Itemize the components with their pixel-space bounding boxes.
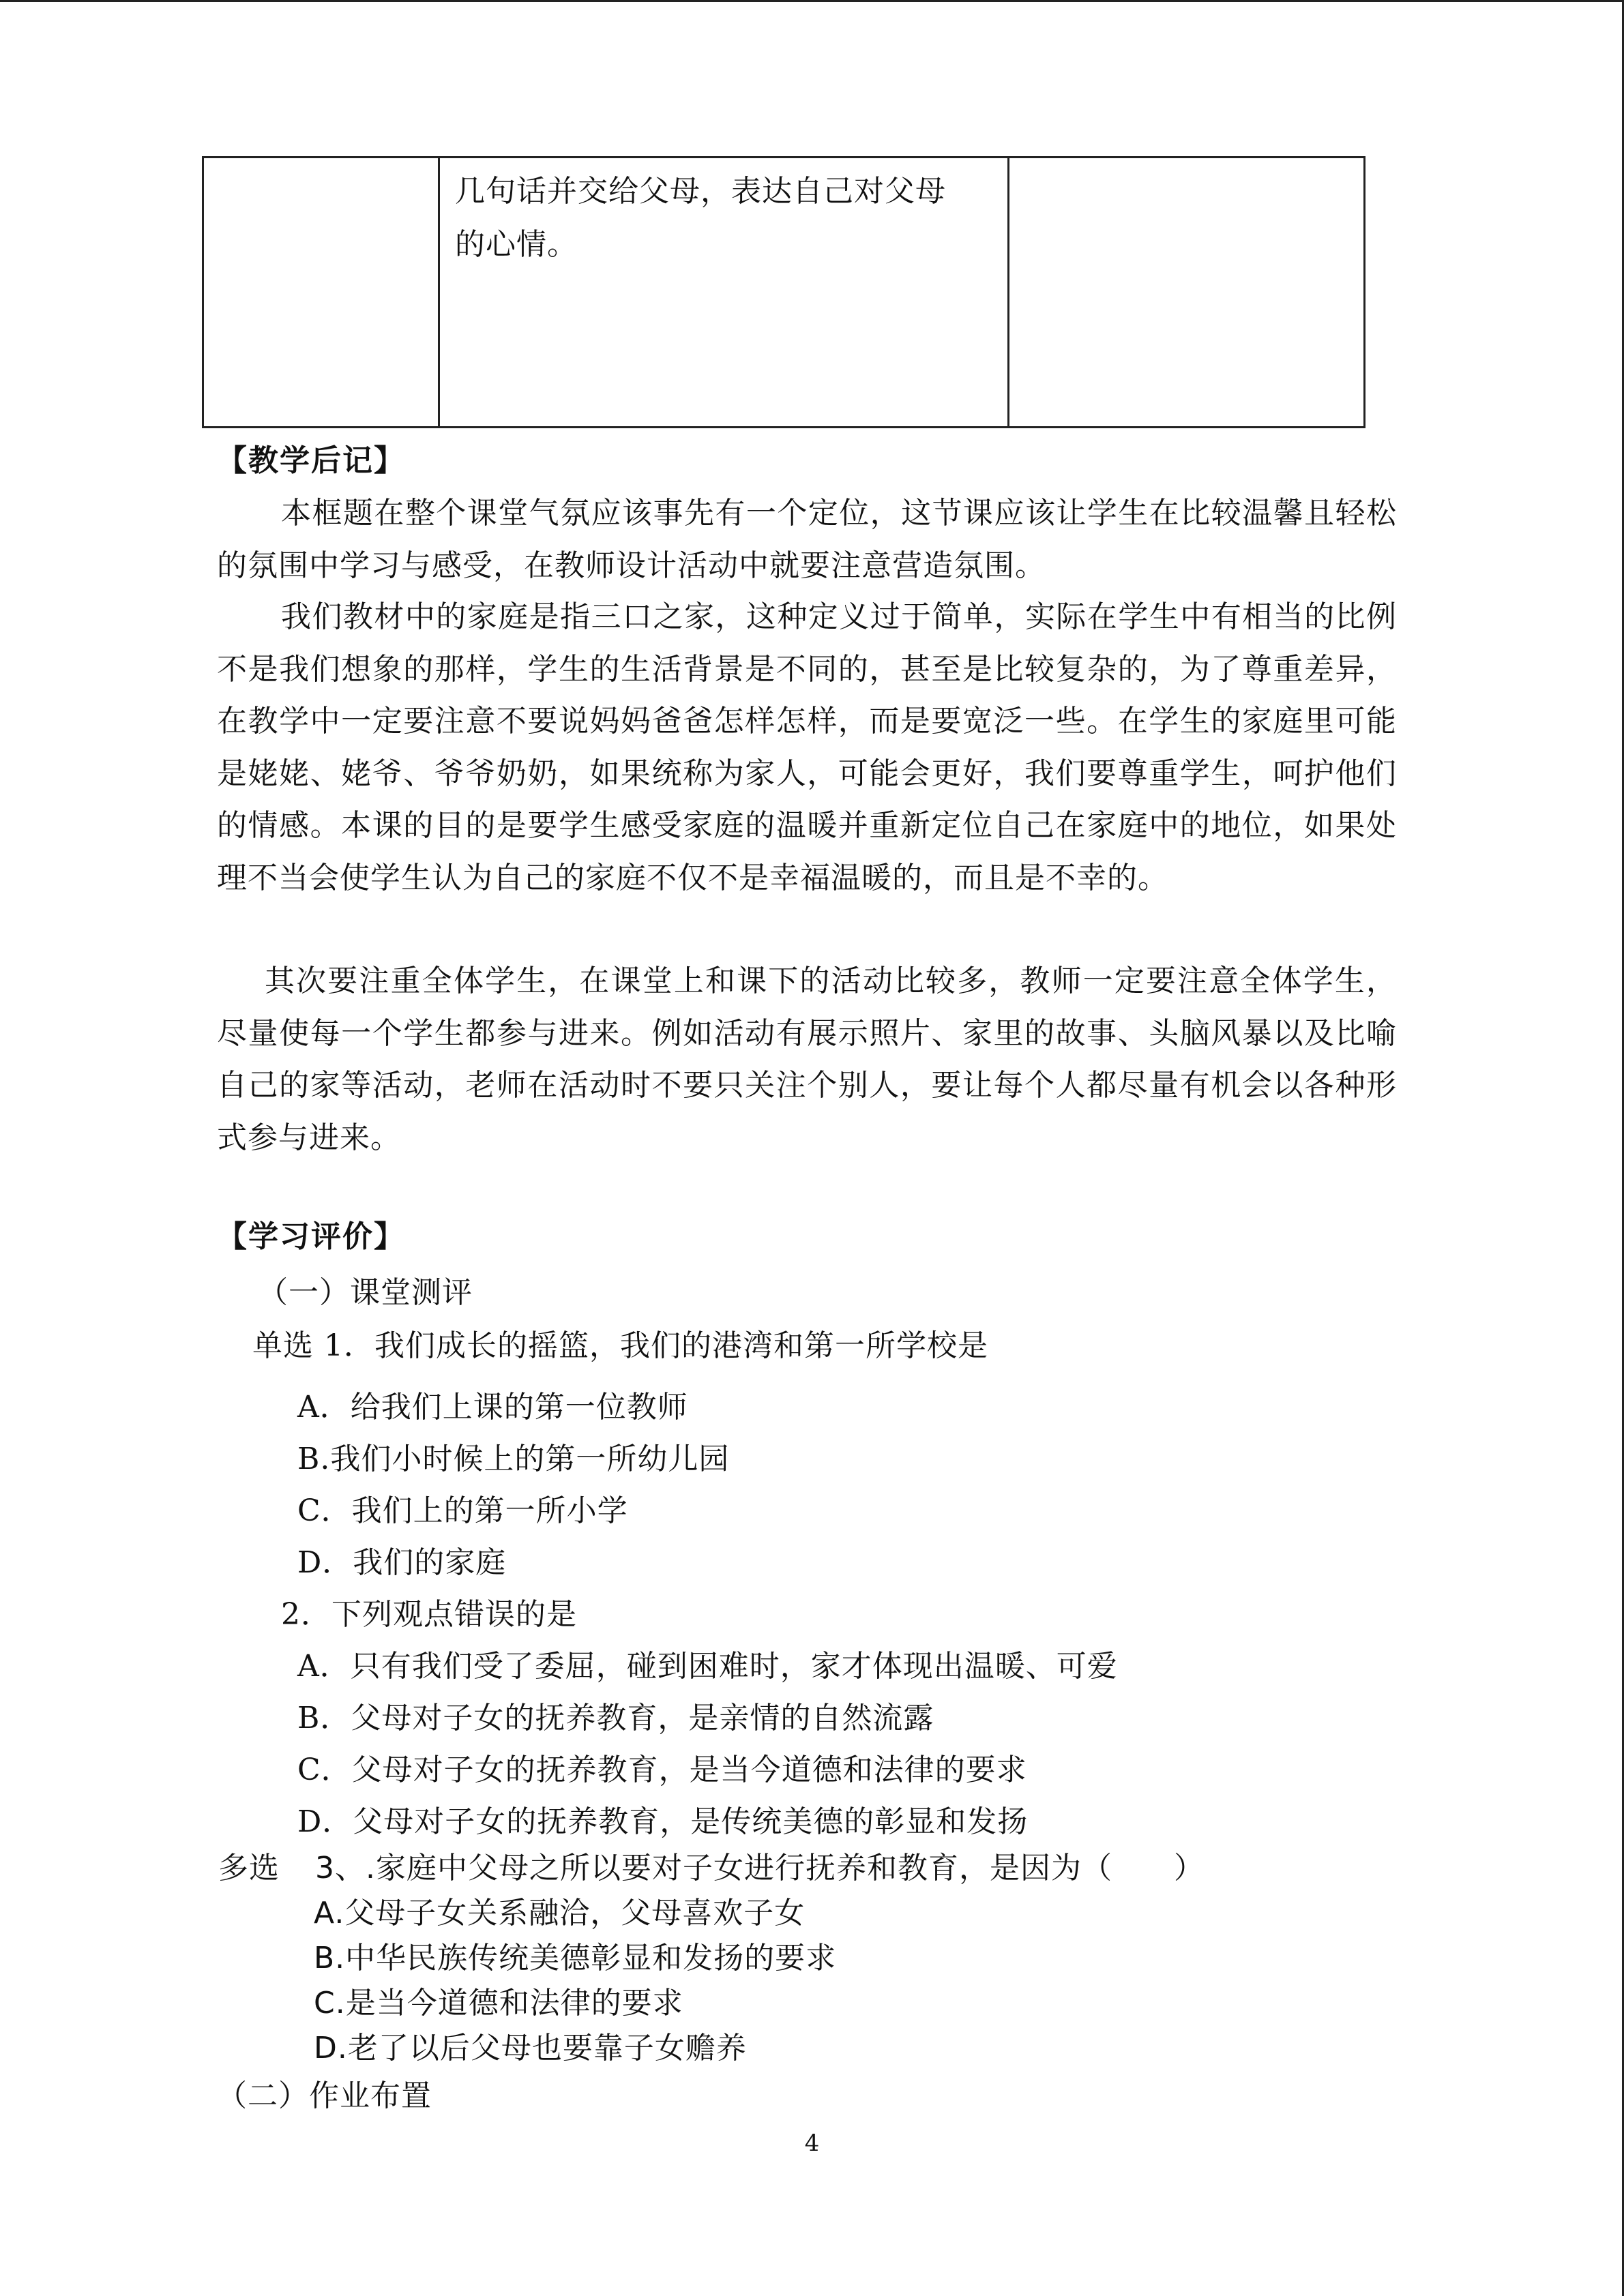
heading-evaluation: 【学习评价】	[217, 1219, 405, 1254]
question-1-option-a: A．给我们上课的第一位教师	[297, 1390, 688, 1425]
question-3-stem: 3、.家庭中父母之所以要对子女进行抚养和教育，是因为（ ）	[315, 1851, 1205, 1885]
subheading-homework: （二）作业布置	[217, 2078, 432, 2113]
question-2-option-d: D．父母对子女的抚养教育，是传统美德的彰显和发扬	[297, 1804, 1029, 1839]
question-2-option-b: B．父母对子女的抚养教育，是亲情的自然流露	[297, 1701, 934, 1735]
heading-teaching-notes: 【教学后记】	[217, 443, 405, 478]
question-3-option-a: A.父母子女关系融洽，父母喜欢子女	[314, 1896, 806, 1930]
table-cell-left	[204, 158, 440, 426]
question-3-option-b: B.中华民族传统美德彰显和发扬的要求	[314, 1941, 837, 1976]
question-1-option-d: D．我们的家庭	[297, 1545, 507, 1580]
question-2-option-c: C．父母对子女的抚养教育，是当今道德和法律的要求	[297, 1753, 1027, 1787]
paragraph-3: 其次要注重全体学生，在课堂上和课下的活动比较多，教师一定要注意全体学生，尽量使每一个学生都参与进来。例如活动有展示照片、家里的故事、头脑风暴以及比喻自己的家等活动，老师在活动时不要只关注个别人，要让每个人都尽量有机会以各种形式参与进来。	[217, 964, 1397, 1155]
paragraph-1: 本框题在整个课堂气氛应该事先有一个定位，这节课应该让学生在比较温馨且轻松的氛围中学习与感受，在教师设计活动中就要注意营造氛围。	[217, 496, 1397, 583]
page-number: 4	[804, 2130, 820, 2157]
question-1-option-c: C．我们上的第一所小学	[297, 1493, 628, 1528]
table-cell-text: 几句话并交给父母，表达自己对父母 的心情。	[455, 174, 946, 262]
question-3-type-label: 多选	[218, 1851, 280, 1885]
question-2-option-a: A．只有我们受了委屈，碰到困难时，家才体现出温暖、可爱	[297, 1649, 1118, 1684]
question-2-stem: 2．下列观点错误的是	[281, 1597, 577, 1632]
paragraph-2: 我们教材中的家庭是指三口之家，这种定义过于简单，实际在学生中有相当的比例不是我们想象的那样，学生的生活背景是不同的，甚至是比较复杂的，为了尊重差异，在教学中一定要注意不要说妈妈爸爸怎样怎样，而是要宽泛一些。在学生的家庭里可能是姥姥、姥爷、爷爷奶奶，如果统称为家人，可能会更好，我们要尊重学生，呵护他们的情感。本课的目的是要学生感受家庭的温暖并重新定位自己在家庭中的地位，如果处理不当会使学生认为自己的家庭不仅不是幸福温暖的，而且是不幸的。	[217, 599, 1397, 895]
table-cell-middle	[440, 158, 1009, 426]
table-cell-right	[1009, 158, 1363, 426]
question-1-stem: 单选 1．我们成长的摇篮，我们的港湾和第一所学校是	[252, 1328, 988, 1363]
question-1-option-b: B.我们小时候上的第一所幼儿园	[297, 1442, 730, 1476]
question-3-option-c: C.是当今道德和法律的要求	[314, 1986, 683, 2021]
question-3-option-d: D.老了以后父母也要靠子女赡养	[314, 2031, 747, 2066]
activity-table	[202, 156, 1365, 428]
subheading-classroom-test: （一）课堂测评	[258, 1275, 473, 1310]
